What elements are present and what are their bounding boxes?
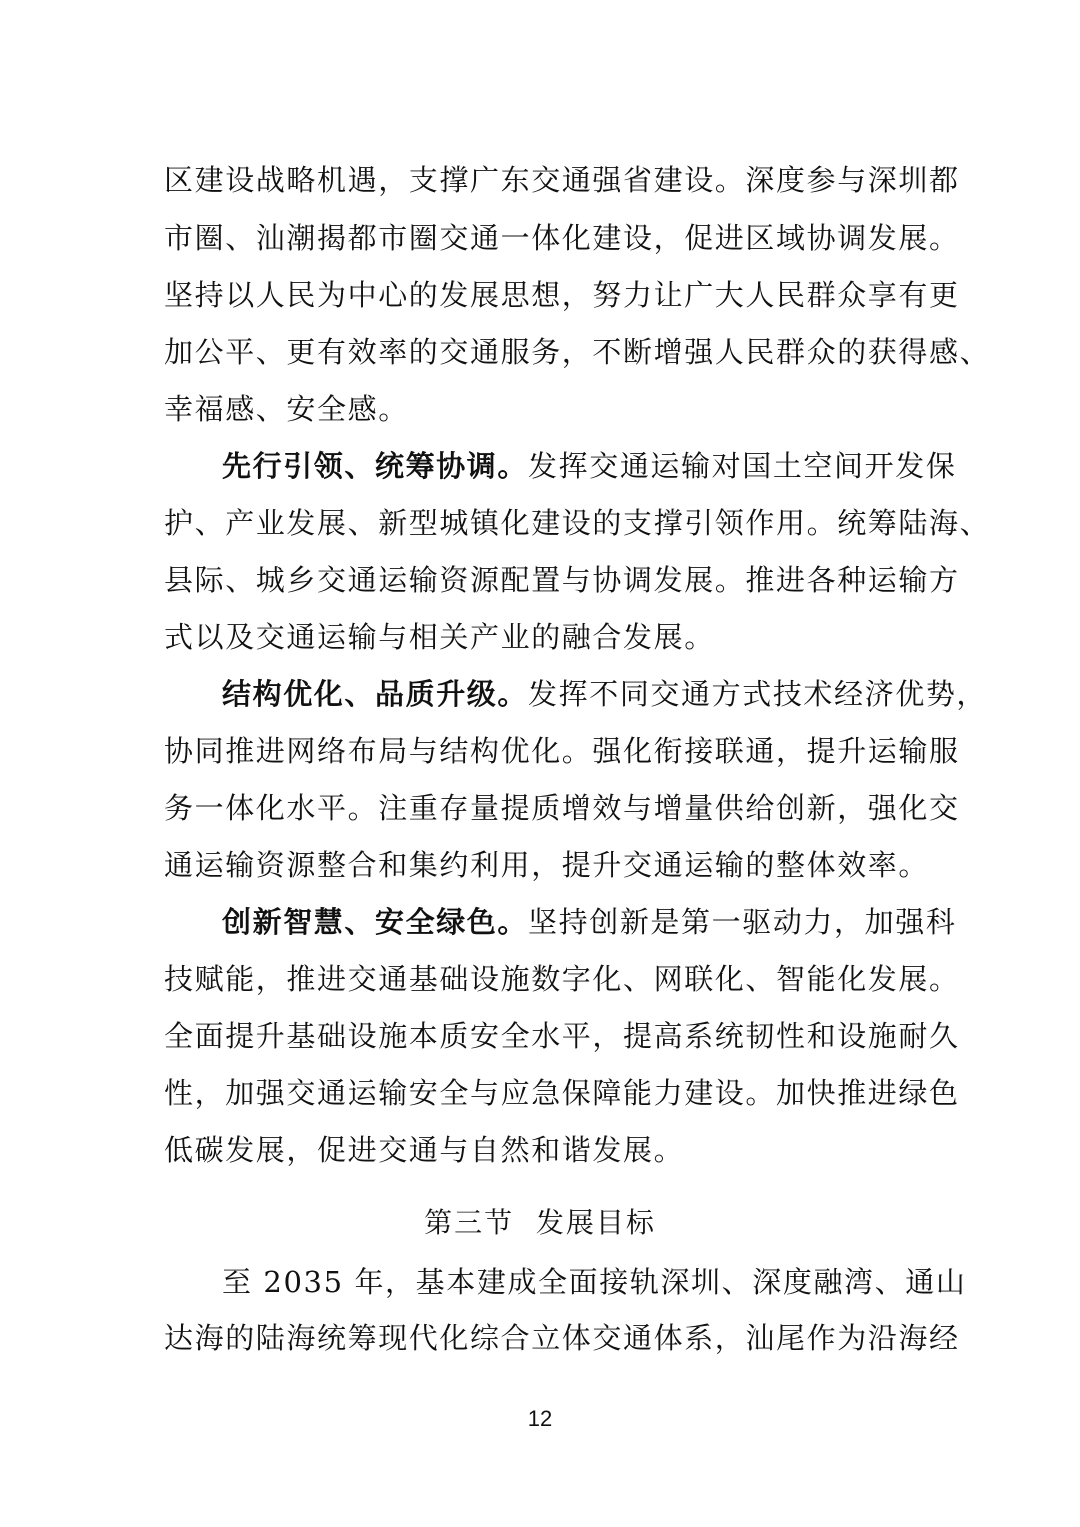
paragraph-first-line: 至 2035 年，基本建成全面接轨深圳、深度融湾、通山 bbox=[222, 1265, 967, 1299]
paragraph-first-line bbox=[222, 674, 988, 714]
paragraph-line: 加公平、更有效率的交通服务，不断增强人民群众的获得感、 bbox=[164, 335, 991, 369]
paragraph-first-line bbox=[222, 902, 957, 942]
paragraph-line: 区建设战略机遇，支撑广东交通强省建设。深度参与深圳都 bbox=[164, 163, 960, 197]
paragraph-line: 性，加强交通运输安全与应急保障能力建设。加快推进绿色 bbox=[164, 1076, 960, 1110]
paragraph-line: 式以及交通运输与相关产业的融合发展。 bbox=[164, 620, 715, 654]
paragraph-line: 坚持以人民为中心的发展思想，努力让广大人民群众享有更 bbox=[164, 278, 960, 312]
paragraph-line: 通运输资源整合和集约利用，提升交通运输的整体效率。 bbox=[164, 848, 930, 882]
paragraph-line: 护、产业发展、新型城镇化建设的支撑引领作用。统筹陆海、 bbox=[164, 506, 991, 540]
section-heading: 第三节 发展目标 bbox=[424, 1206, 656, 1239]
paragraph-text: 坚持创新是第一驱动力，加强科 bbox=[528, 905, 957, 939]
paragraph-line: 技赋能，推进交通基础设施数字化、网联化、智能化发展。 bbox=[164, 962, 960, 996]
paragraph-line: 市圈、汕潮揭都市圈交通一体化建设，促进区域协调发展。 bbox=[164, 221, 960, 255]
paragraph-first-line bbox=[222, 446, 957, 486]
paragraph-line: 协同推进网络布局与结构优化。强化衔接联通，提升运输服 bbox=[164, 734, 960, 768]
paragraph-line: 达海的陆海统筹现代化综合立体交通体系，汕尾作为沿海经 bbox=[164, 1321, 960, 1355]
paragraph-line: 低碳发展，促进交通与自然和谐发展。 bbox=[164, 1133, 685, 1167]
paragraph-lead: 结构优化、品质升级。 bbox=[222, 677, 529, 711]
paragraph-line: 务一体化水平。注重存量提质增效与增量供给创新，强化交 bbox=[164, 791, 960, 825]
paragraph-lead: 先行引领、统筹协调。 bbox=[222, 449, 529, 483]
paragraph-text: 发挥不同交通方式技术经济优势， bbox=[528, 677, 988, 711]
page-number: 12 bbox=[527, 1406, 553, 1431]
paragraph-line: 全面提升基础设施本质安全水平，提高系统韧性和设施耐久 bbox=[164, 1019, 960, 1053]
paragraph-line: 县际、城乡交通运输资源配置与协调发展。推进各种运输方 bbox=[164, 563, 960, 597]
paragraph-lead: 创新智慧、安全绿色。 bbox=[222, 905, 529, 939]
paragraph-text: 发挥交通运输对国土空间开发保 bbox=[528, 449, 957, 483]
paragraph-line: 幸福感、安全感。 bbox=[164, 392, 409, 426]
